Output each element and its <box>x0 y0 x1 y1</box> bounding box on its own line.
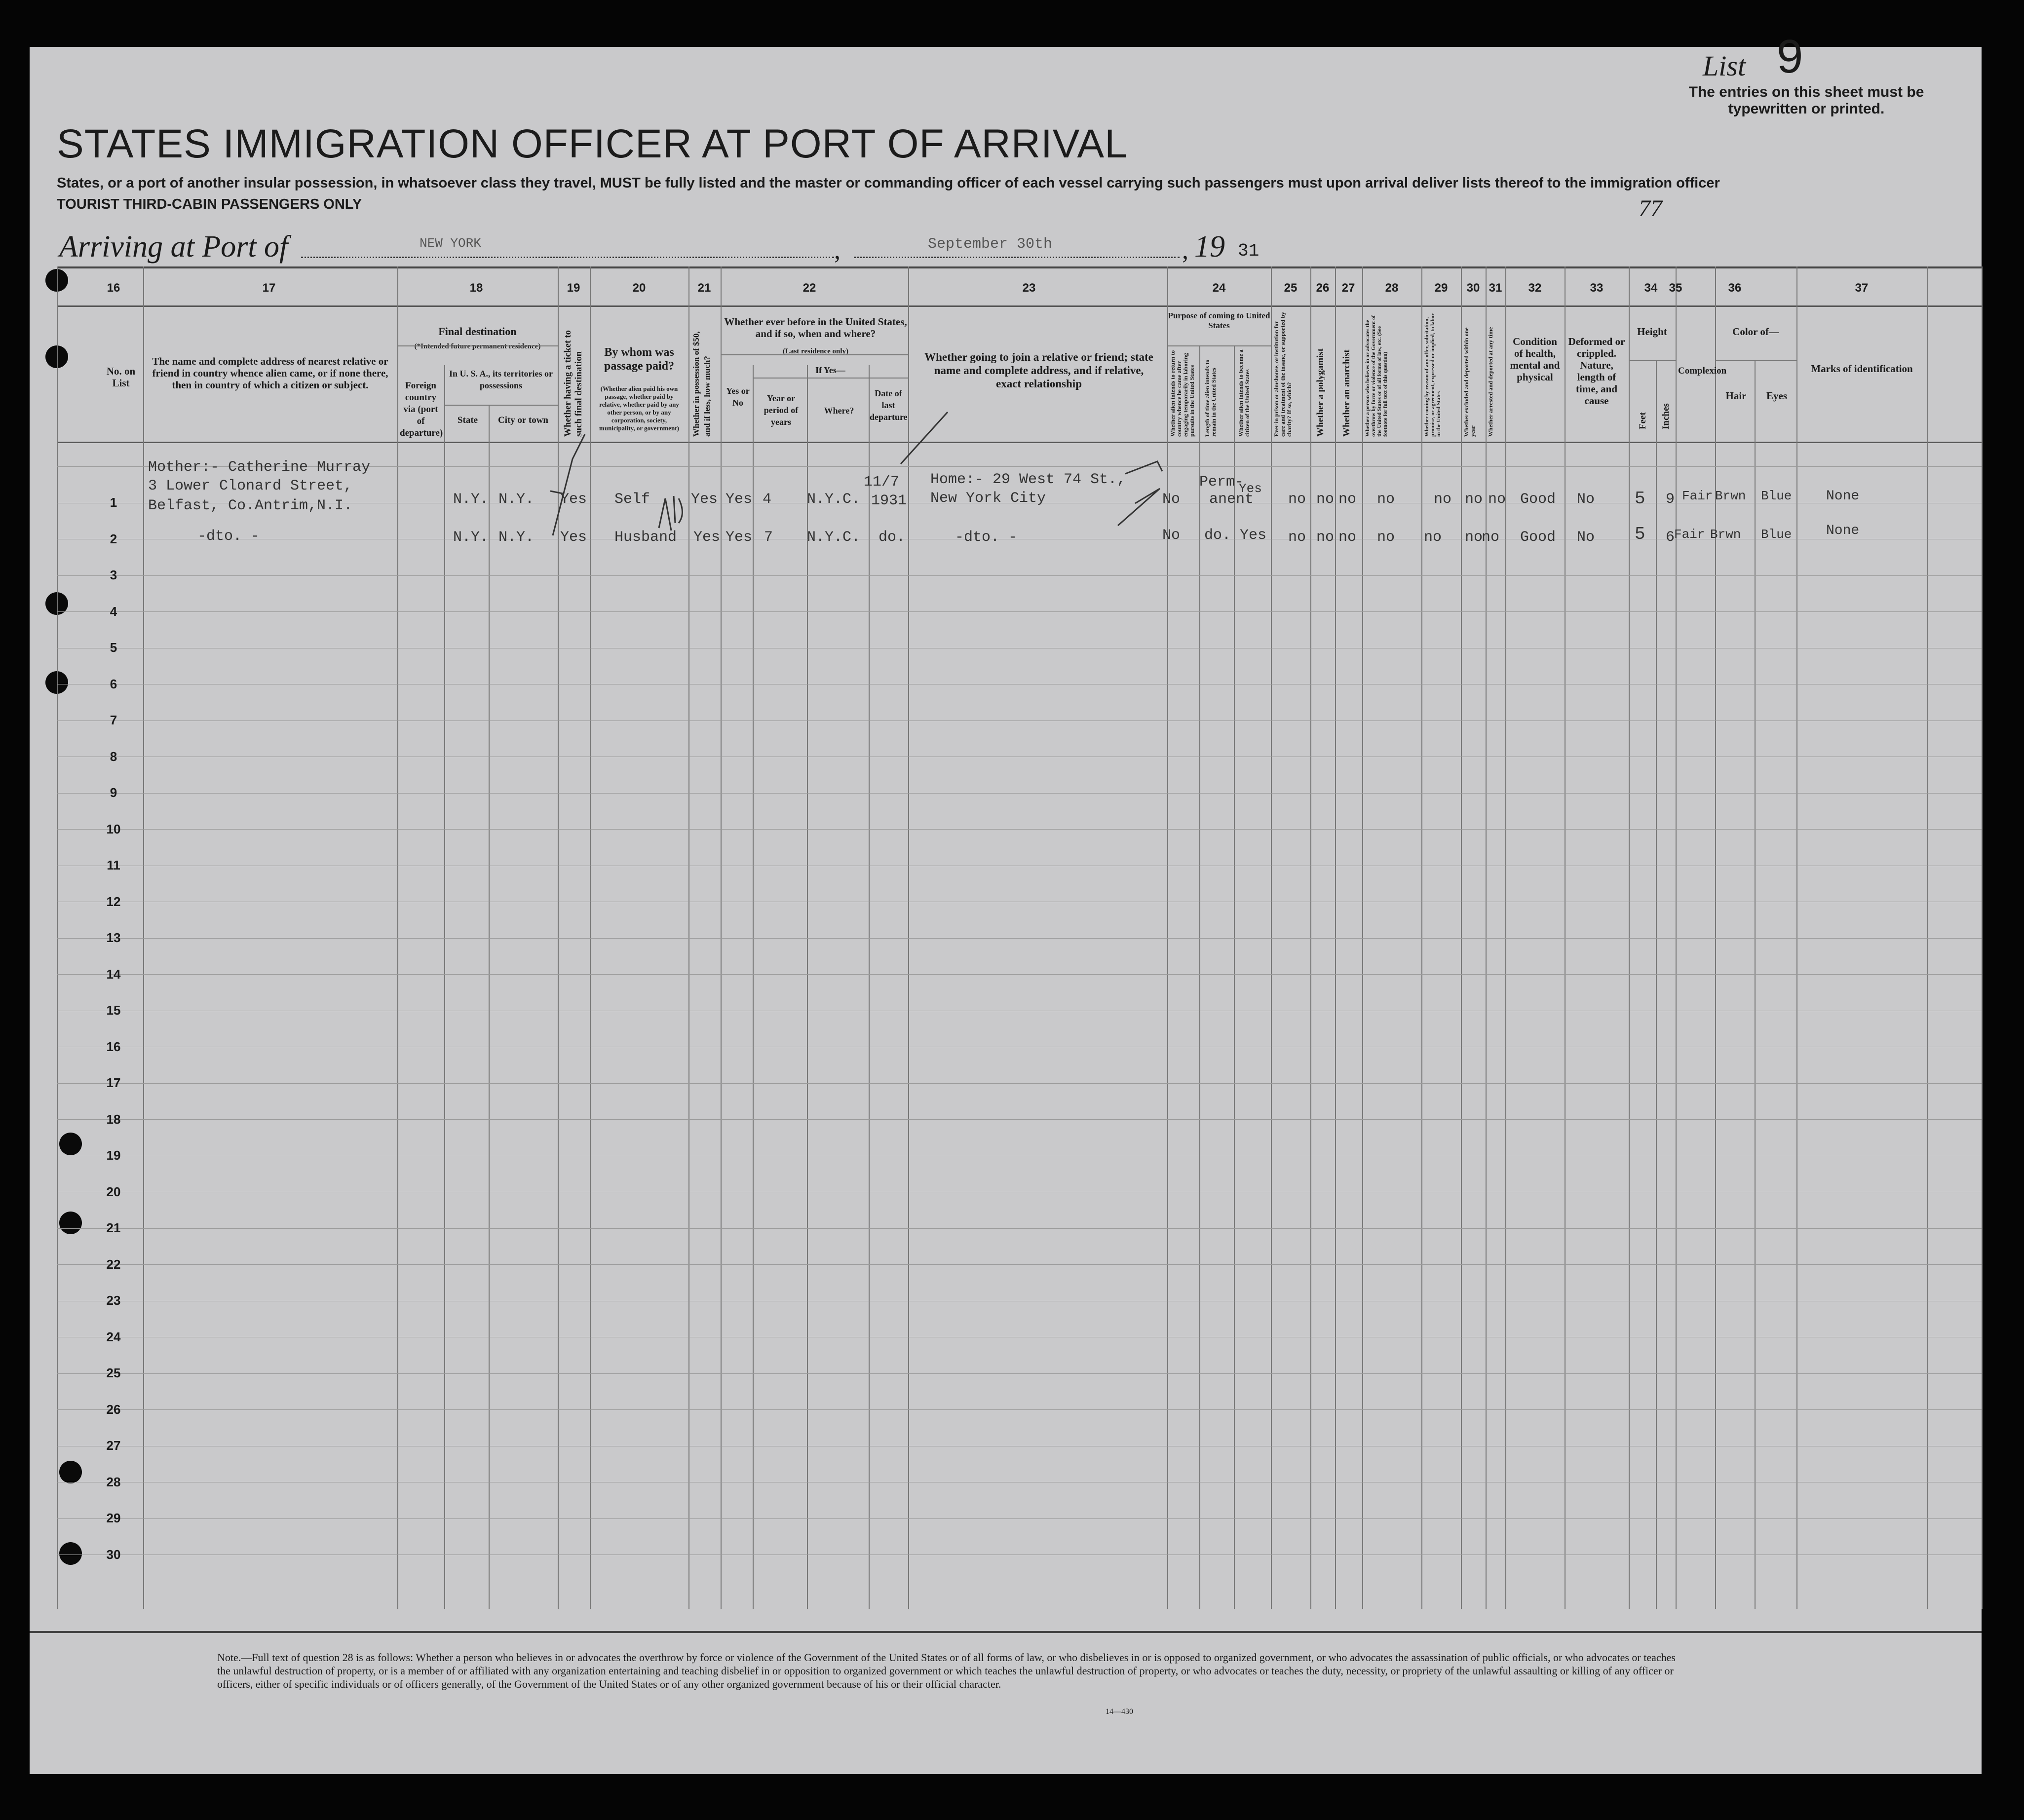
row-number: 11 <box>107 858 120 872</box>
row2-length: do. <box>1204 527 1231 544</box>
passenger-class-line: TOURIST THIRD-CABIN PASSENGERS ONLY <box>57 196 362 212</box>
row2-where: N.Y.C. <box>807 529 861 546</box>
row2-relative: -dto. - <box>197 528 260 545</box>
header-color-of: Color of— <box>1732 326 1779 338</box>
row1-city: N.Y. <box>498 491 535 508</box>
row-number: 7 <box>110 713 117 727</box>
comma: , <box>834 236 840 265</box>
row1-state: N.Y. <box>453 491 489 508</box>
column-number: 21 <box>697 281 711 295</box>
row1-years: 4 <box>763 491 772 508</box>
column-number: 30 <box>1466 281 1480 295</box>
header-state: State <box>457 415 478 425</box>
row1-where: N.Y.C. <box>807 491 861 508</box>
row1-relative-line2: 3 Lower Clonard Street, <box>148 478 353 494</box>
header-deported: Whether arrested and deported at any time <box>1487 327 1494 437</box>
row2-inches: 6 <box>1666 529 1675 546</box>
year-suffix: 31 <box>1238 241 1260 261</box>
header-intends-return: Whether alien intends to return to country whence he came after engaging temporarily in laboring pursuits in the United States <box>1169 350 1195 437</box>
column-number: 32 <box>1528 281 1542 295</box>
list-label: List <box>1703 50 1746 82</box>
row2-city: N.Y. <box>498 529 535 546</box>
row1-joining-2: New York City <box>930 490 1046 507</box>
row-number: 10 <box>106 821 121 836</box>
header-polygamist: Whether a polygamist <box>1315 348 1326 437</box>
row-number: 1 <box>110 495 117 510</box>
column-number: 28 <box>1385 281 1399 295</box>
row1-inches: 9 <box>1666 491 1675 508</box>
typewritten-note: The entries on this sheet must be typewritten or printed. <box>1688 84 1924 117</box>
row2-deformed: No <box>1577 529 1595 546</box>
footnote: Note.—Full text of question 28 is as follows: Whether a person who believes in or advocates the overthrow by force or violence of the Government of the United States or of all forms of law, or who disbelieves in or is opposed to organized government, or who advocates the assassination of public officials, or who advocates or teaches the unlawful destruction of property, or is a member of or affiliated with any organization entertaining and teaching disbelief in or opposition to organized government or which teaches the unlawful destruction of property, or who advocates or teaches the duty, necessity, or propriety of the unlawful assaulting or killing of any officer or officers, either of specific individuals or of officers generally, of the Government of the United States or of any other organized government because of his or their official character. <box>217 1651 1676 1690</box>
column-number: 29 <box>1434 281 1448 295</box>
form-code: 14—430 <box>1106 1707 1133 1716</box>
row1-return: No <box>1162 491 1181 508</box>
column-number: 37 <box>1855 281 1869 295</box>
row-number: 30 <box>106 1547 121 1562</box>
row1-feet: 5 <box>1635 489 1645 509</box>
column-number: 27 <box>1341 281 1355 295</box>
column-number: 35 <box>1669 281 1682 295</box>
row-number: 25 <box>106 1365 121 1380</box>
header-foreign-country: Foreign country via (port of departure) <box>400 380 443 438</box>
column-number: 33 <box>1590 281 1604 295</box>
header-relative-address: The name and complete address of nearest relative or friend in country whence alien came, or if none there, then in country of which a citizen or subject. <box>152 355 388 391</box>
row1-money: Yes <box>691 491 718 508</box>
column-number: 25 <box>1284 281 1298 295</box>
row2-excluded: no <box>1465 529 1483 546</box>
row2-feet: 5 <box>1635 524 1645 544</box>
comma: , <box>1182 236 1188 265</box>
row2-return: No <box>1162 527 1181 544</box>
header-ever-before: Whether ever before in the United States, and if so, when and where? <box>724 316 907 340</box>
row2-eyes: Blue <box>1761 527 1792 542</box>
row-number: 29 <box>106 1511 121 1525</box>
row-number: 22 <box>106 1256 121 1272</box>
header-prison: Ever in prison or almshouse, or institution for care and treatment of the insane, or supported by charity? If so, which? <box>1273 312 1293 437</box>
header-feet: Feet <box>1638 412 1648 429</box>
row-number: 20 <box>106 1184 121 1199</box>
row-number: 16 <box>106 1039 121 1054</box>
row1-joining-1: Home:- 29 West 74 St., <box>930 471 1126 488</box>
column-number: 17 <box>262 281 276 295</box>
header-become-citizen: Whether alien intends to become a citizen of the United States <box>1237 349 1251 437</box>
row2-before: Yes <box>726 529 753 546</box>
row2-marks: None <box>1826 523 1860 538</box>
header-where: Where? <box>824 406 854 416</box>
row1-deported: no <box>1488 491 1506 508</box>
column-number: 31 <box>1489 281 1502 295</box>
row1-offer: no <box>1434 491 1452 508</box>
header-overthrow: Whether a person who believes in or advocates the overthrow by force or violence of the Government of the United States or of all forms of law, etc. (See footnote for full text of this question) <box>1365 315 1388 437</box>
row-number: 4 <box>110 604 117 619</box>
row-number: 18 <box>106 1111 121 1127</box>
check-mark <box>659 496 683 531</box>
check-mark <box>1125 461 1162 474</box>
header-complexion: Complexion <box>1678 366 1727 376</box>
header-final-destination: Final destination <box>438 325 517 338</box>
row-number: 23 <box>106 1293 121 1308</box>
header-city: City or town <box>497 415 549 425</box>
row1-ticket: Yes <box>560 491 587 508</box>
list-number: 9 <box>1777 30 1803 83</box>
column-number: 18 <box>469 281 483 295</box>
row-number: 19 <box>106 1148 121 1163</box>
row1-eyes: Blue <box>1761 489 1792 503</box>
row2-prison: no <box>1288 529 1306 546</box>
header-health: Condition of health, mental and physical <box>1510 336 1560 383</box>
header-no-on-list: No. on List <box>106 365 136 389</box>
header-going-to-join: Whether going to join a relative or friend; state name and complete address, and if relative, exact relationship <box>924 351 1153 390</box>
column-number: 36 <box>1728 281 1742 295</box>
row2-money: Yes <box>693 529 721 546</box>
column-number: 22 <box>802 281 816 295</box>
row-number: 26 <box>106 1402 121 1417</box>
row1-hair: Brwn <box>1715 489 1746 503</box>
row1-length-1: Perm- <box>1199 474 1244 491</box>
port-value: NEW YORK <box>420 236 481 251</box>
instructions-line: States, or a port of another insular possession, in whatsoever class they travel, MUST be fully listed and the master or commanding officer of each vessel carrying such passengers must upon arrival deliver lists thereof to the immigration officer <box>57 175 1720 191</box>
row-number: 24 <box>106 1329 121 1344</box>
column-number: 23 <box>1022 281 1036 295</box>
header-passage-paid: By whom was passage paid? <box>604 346 675 373</box>
row-number: 8 <box>110 749 117 764</box>
header-hair: Hair <box>1725 390 1747 402</box>
row1-paid-by: Self <box>614 491 650 508</box>
header-anarchist: Whether an anarchist <box>1341 349 1352 437</box>
handwritten-mark: 77 <box>1639 195 1662 222</box>
row-number: 9 <box>110 785 117 800</box>
header-period-years: Year or period of years <box>764 393 799 427</box>
header-height: Height <box>1637 326 1667 338</box>
row2-health: Good <box>1520 529 1556 546</box>
check-mark <box>1118 489 1160 526</box>
row-number: 12 <box>106 894 121 909</box>
header-marks: Marks of identification <box>1811 363 1913 375</box>
check-mark <box>553 434 585 535</box>
row1-health: Good <box>1520 491 1556 508</box>
row1-length-2: anent <box>1209 491 1254 508</box>
header-last-residence: (Last residence only) <box>782 347 849 355</box>
row-number: 15 <box>106 1003 121 1018</box>
header-inches: Inches <box>1661 403 1671 429</box>
column-number: 19 <box>567 281 580 295</box>
header-ticket: Whether having a ticket to such final destination <box>563 330 584 437</box>
column-number: 16 <box>107 281 120 295</box>
row2-state: N.Y. <box>453 529 489 546</box>
row2-years: 7 <box>764 529 773 546</box>
row1-overthrow: no <box>1377 491 1395 508</box>
row1-polygamist: no <box>1316 491 1335 508</box>
row2-ticket: Yes <box>560 529 587 546</box>
row1-departure-2: 1931 <box>871 493 907 509</box>
year-prefix: 19 <box>1194 230 1225 264</box>
header-yes-no: Yes or No <box>726 386 750 408</box>
column-number: 34 <box>1644 281 1658 295</box>
row2-citizen: Yes <box>1240 527 1267 544</box>
row2-anarchist: no <box>1338 529 1357 546</box>
row-number: 21 <box>106 1220 121 1235</box>
check-mark <box>901 412 948 464</box>
check-mark <box>550 491 563 493</box>
row2-complexion: Fair <box>1674 527 1705 542</box>
row-number: 3 <box>110 568 117 582</box>
row-number: 28 <box>106 1474 121 1489</box>
header-in-usa: In U. S. A., its territories or possessions <box>449 369 553 390</box>
header-excluded: Whether excluded and deported within one year <box>1463 327 1476 437</box>
row1-complexion: Fair <box>1682 489 1713 503</box>
row1-departure-1: 11/7 <box>864 474 900 491</box>
row2-joining: -dto. - <box>955 529 1018 546</box>
row-number: 2 <box>110 531 117 546</box>
column-number: 20 <box>632 281 646 295</box>
row1-relative-line3: Belfast, Co.Antrim,N.I. <box>148 497 353 514</box>
header-fifty-dollars: Whether in possession of $50, and if less, how much? <box>691 331 712 437</box>
arriving-label: Arriving at Port of <box>59 230 288 264</box>
row-number: 17 <box>106 1075 121 1090</box>
row-number: 13 <box>106 930 121 945</box>
row-number: 27 <box>106 1438 121 1453</box>
column-number: 24 <box>1212 281 1226 295</box>
row1-prison: no <box>1288 491 1306 508</box>
header-final-destination-note: (*Intended future permanent residence) <box>414 342 541 350</box>
row2-polygamist: no <box>1316 529 1335 546</box>
header-length-stay: Length of time alien intends to remain in the United States <box>1204 359 1217 437</box>
header-eyes: Eyes <box>1766 390 1787 402</box>
row2-paid-by: Husband <box>614 529 677 546</box>
row1-deformed: No <box>1577 491 1595 508</box>
arrival-date: September 30th <box>928 236 1053 253</box>
row2-deported: no <box>1482 529 1500 546</box>
page-title: STATES IMMIGRATION OFFICER AT PORT OF ARRIVAL <box>57 121 1128 166</box>
bottom-rule <box>30 1631 1982 1633</box>
row2-offer: no <box>1424 529 1442 546</box>
row1-relative-line1: Mother:- Catherine Murray <box>148 459 371 476</box>
row2-hair: Brwn <box>1710 527 1741 542</box>
header-purpose: Purpose of coming to United States <box>1168 311 1270 330</box>
header-if-yes: If Yes— <box>815 365 845 375</box>
header-passage-paid-note: (Whether alien paid his own passage, whether paid by relative, whether paid by any other person, or by any corporation, society, municipality, or government) <box>599 385 679 432</box>
row1-marks: None <box>1826 489 1860 504</box>
row-number: 6 <box>110 676 117 691</box>
row1-excluded: no <box>1465 491 1483 508</box>
row1-before: Yes <box>726 491 753 508</box>
row2-departure: do. <box>878 529 906 546</box>
row2-overthrow: no <box>1377 529 1395 546</box>
row-number: 5 <box>110 640 117 655</box>
row-number: 14 <box>106 966 121 982</box>
header-deformed: Deformed or crippled. Nature, length of time, and cause <box>1568 336 1625 407</box>
column-number: 26 <box>1316 281 1330 295</box>
header-date-departure: Date of last departure <box>870 388 908 422</box>
row1-anarchist: no <box>1338 491 1357 508</box>
row1-citizen: Yes <box>1239 481 1262 496</box>
header-labor-offer: Whether coming by reason of any offer, solicitation, promise, or agreement, expressed or implied, to labor in the United States <box>1424 313 1442 437</box>
